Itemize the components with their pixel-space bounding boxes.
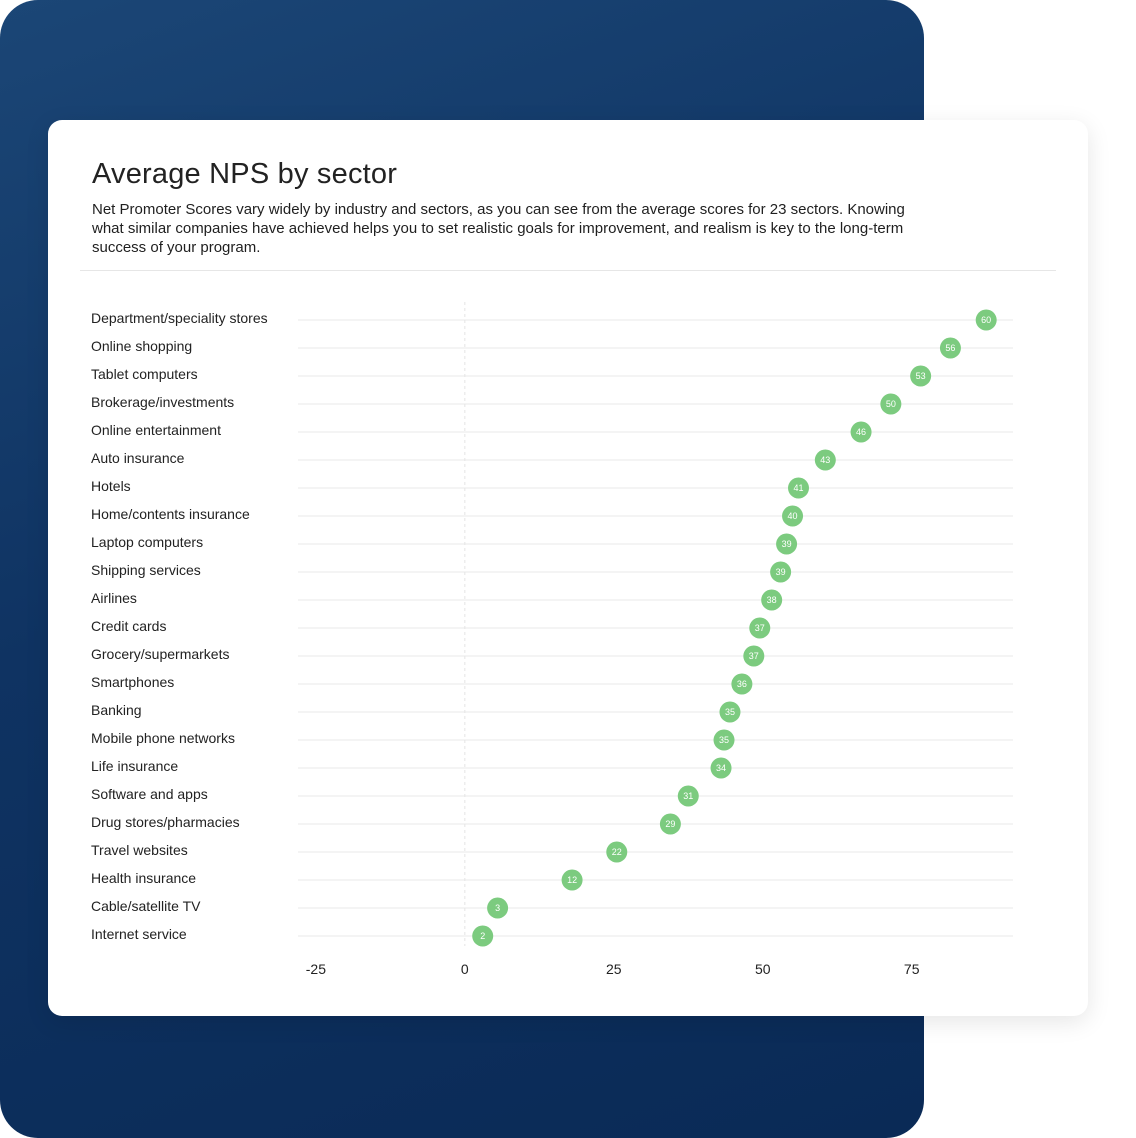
data-label: 35 — [724, 707, 735, 717]
data-label: 35 — [719, 735, 730, 745]
data-label: 50 — [885, 399, 896, 409]
data-label: 37 — [748, 651, 759, 661]
category-label: Online shopping — [91, 338, 193, 354]
category-label: Credit cards — [91, 618, 167, 634]
category-label: Tablet computers — [91, 366, 198, 382]
category-label: Internet service — [91, 926, 187, 942]
category-label: Shipping services — [91, 562, 201, 578]
category-label: Brokerage/investments — [91, 394, 235, 410]
category-label: Banking — [91, 702, 142, 718]
category-label: Travel websites — [91, 842, 188, 858]
data-label: 22 — [611, 847, 622, 857]
data-label: 43 — [820, 455, 831, 465]
category-label: Drug stores/pharmacies — [91, 814, 240, 830]
category-label: Airlines — [91, 590, 137, 606]
data-label: 36 — [736, 679, 747, 689]
data-label: 46 — [856, 427, 867, 437]
x-tick-label: 50 — [754, 961, 771, 977]
category-label: Department/speciality stores — [91, 310, 268, 326]
category-label: Mobile phone networks — [91, 730, 235, 746]
data-label: 56 — [945, 343, 956, 353]
category-label: Laptop computers — [91, 534, 204, 550]
category-label: Cable/satellite TV — [91, 898, 201, 914]
category-label: Software and apps — [91, 786, 208, 802]
x-tick-label: -25 — [305, 961, 326, 977]
category-label: Life insurance — [91, 758, 179, 774]
data-label: 37 — [754, 623, 765, 633]
data-label: 60 — [981, 315, 992, 325]
data-label: 3 — [495, 903, 501, 913]
x-tick-label: 25 — [606, 961, 622, 977]
x-tick-label: 75 — [903, 961, 920, 977]
data-label: 12 — [567, 875, 578, 885]
category-label: Auto insurance — [91, 450, 185, 466]
data-label: 29 — [665, 819, 676, 829]
nps-dot-plot — [48, 120, 1088, 1016]
category-label: Smartphones — [91, 674, 175, 690]
data-label: 34 — [716, 763, 727, 773]
data-label: 38 — [766, 595, 777, 605]
category-label: Hotels — [91, 478, 131, 494]
chart-card — [48, 120, 1088, 1016]
category-label: Grocery/supermarkets — [91, 646, 230, 662]
category-label: Home/contents insurance — [91, 506, 250, 522]
data-label: 41 — [793, 483, 804, 493]
chart-subtitle: Net Promoter Scores vary widely by industry and sectors, as you can see from the average scores for 23 sectors. Knowing what similar companies have achieved helps you to set realistic goals for improvement, and realism is key to the long-term success of your program. — [92, 201, 905, 256]
data-label: 31 — [683, 791, 694, 801]
category-label: Health insurance — [91, 870, 197, 886]
data-label: 40 — [787, 511, 798, 521]
chart-title: Average NPS by sector — [92, 158, 398, 190]
data-label: 2 — [480, 931, 486, 941]
x-tick-label: 0 — [460, 961, 469, 977]
data-label: 39 — [775, 567, 786, 577]
data-label: 39 — [781, 539, 792, 549]
category-label: Online entertainment — [91, 422, 221, 438]
data-label: 53 — [915, 371, 926, 381]
